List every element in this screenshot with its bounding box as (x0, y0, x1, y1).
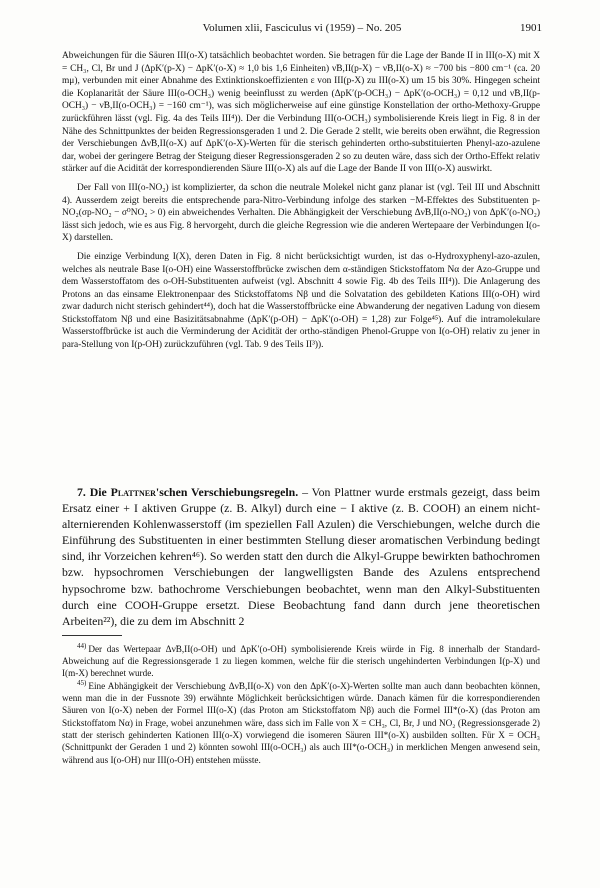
footnote-44: $^{44)}$ Der das Wertepaar Δν̃B,II(o-OH) und ΔpK′(o-OH) symbolisierende Kreis würde in Fig. 8 innerhalb der Standard-Abweichung auf die Regressionsgerade 1 zu liegen kommen, welche für die sterisch ungehinderten Verbindungen I(p-X) und I(m-X) berechnet wurde. (62, 641, 540, 679)
section-heading: 7. Die Plattner'schen Verschiebungsregeln. (77, 485, 299, 499)
paragraph-nitro-case: Der Fall von III(o-NO₂) ist komplizierter, da schon die neutrale Molekel nicht ganz planar ist (vgl. Teil III und Abschnitt 4). Ausserdem zeigt bereits die entsprechende para-Nitro-Verbindung infolge des starken −M-Effektes des Substituenten p-NO₂(σp-NO₂ − σ⁰NO₂ > 0) ein abweichendes Verhalten. Die Abhängigkeit der Verschiebung Δν̃B,II(o-NO₂) von ΔpK′(o-NO₂) lässt sich jedoch, wie es aus Fig. 8 hervorgeht, durch die gleiche Regression wie die anderen Wertepaare der Verbindungen I(o-X) darstellen. (62, 182, 540, 244)
journal-volume-header: Volumen xlii, Fasciculus vi (1959) – No. 205 (202, 22, 402, 34)
section-7-block (62, 478, 540, 766)
running-header (62, 22, 542, 38)
paragraph-hydroxy-case: Die einzige Verbindung I(X), deren Daten in Fig. 8 nicht berücksichtigt wurden, ist das o-Hydroxyphenyl-azo-azulen, welches als neutrale Base I(o-OH) eine Wasserstoffbrücke zwischen dem α-ständigen Stickstoffatom Nα der Azo-Gruppe und dem Wasserstoffatom des o-OH-Substituenten aufweist (vgl. Abschnitt 4 sowie Fig. 4b des Teils III⁴)). Die Anlagerung des Protons an das einsame Elektronenpaar des Stickstoffatoms Nβ und die Solvatation des gebildeten Kations III(o-OH) wird zwar dadurch nicht sterisch gehindert⁴⁴), doch hat die Wasserstoffbrücke eine Abwanderung der negativen Ladung von diesem Stickstoffatom Nβ und eine Basizitätsabnahme (ΔpK′(p-OH) − ΔpK′(o-OH) = 1,28) zur Folge⁴⁵). Auf die intramolekulare Wasserstoffbrücke ist auch die Verminderung der Acidität der ortho-ständigen Phenol-Gruppe von I(o-OH) relativ zu jener in para-Stellung von I(p-OH) zurückzuführen (vgl. Tab. 9 des Teils II³)). (62, 251, 540, 351)
section-7-text: – Von Plattner wurde erstmals gezeigt, dass beim Ersatz einer + I aktiven Gruppe (z. B. Alkyl) durch eine − I aktive (z. B. COOH) an einem nicht-alternierenden Kohlenwasserstoff (im speziellen Fall Azulen) die Verschiebungen, welche durch die Einführung des Substituenten in einer bestimmten Stellung dieser aromatischen Verbindung bedingt sind, ihr Vorzeichen kehren⁴⁶). So werden statt den durch die Alkyl-Gruppe bewirkten bathochromen bzw. hypsochromen Verschiebungen der langwelligsten Bande des Azulens entsprechend hypsochrome bzw. bathochrome Verschiebungen beobachtet, wenn man den Alkyl-Substituenten durch eine COOH-Gruppe ersetzt. Diese Beobachtung fand dann durch jene theoretischen Arbeiten²²), die zu dem im Abschnitt 2 (62, 485, 540, 628)
paragraph-ortho-deviations: Abweichungen für die Säuren III(o-X) tatsächlich beobachtet worden. Sie betragen für die Lage der Bande II in III(o-X) mit X = CH₃, Cl, Br und J (ΔpK′(p-X) − ΔpK′(o-X) ≈ 1,0 bis 1,6 Einheiten) ν̃B,II(p-X) − ν̃B,II(o-X) ≈ −700 bis −800 cm⁻¹ (ca. 20 mμ), verbunden mit einer Abnahme des Extinktionskoeffizienten ε von III(p-X) zu III(o-X) um 15 bis 30%. Hingegen scheint die Koplanarität der Säure III(o-OCH₃) wenig beeinflusst zu werden (ΔpK′(p-OCH₃) − ΔpK′(o-OCH₃) = 0,12 und ν̃B,II(p-OCH₃) − ν̃B,II(o-OCH₃) = −160 cm⁻¹), was sich möglicherweise auf eine günstige Konstellation der ortho-Methoxy-Gruppe zurückführen lässt (vgl. Fig. 4a des Teils III⁴)). Der die Verbindung III(o-OCH₃) symbolisierende Kreis liegt in Fig. 8 in der Nähe des Schnittpunktes der beiden Regressionsgeraden 1 und 2. Die Gerade 2 stellt, wie bereits oben erwähnt, die Regression der Verschiebungen Δν̃B,II(o-X) auf ΔpK′(o-X)-Werten für die sterisch gehinderten ortho-substituierten Phenyl-azo-azulene dar, wobei der geringere Betrag der Steigung dieser Regressionsgeraden 2 so zu deuten wäre, dass sich der Ortho-Effekt relativ stärker auf die Acidität der korrespondierenden Säure III(o-X) als auf die Lage der Bande II von III(o-X) auswirkt. (62, 51, 540, 175)
footnote-45: $^{45)}$ Eine Abhängigkeit der Verschiebung Δν̃B,II(o-X) von den ΔpK′(o-X)-Werten sollte man auch dann beobachten können, wenn man die in der Fussnote 39) erwähnte Möglichkeit berücksichtigen würde. Danach kämen für die korrespondierenden Säuren von I(o-X) neben der Formel III(o-X) (das Proton am Stickstoffatom Nβ) auch die Formel III*(o-X) (das Proton am Stickstoffatom Nα) in Frage, wobei anzunehmen wäre, dass sich im Falle von X = CH₃, Cl, Br, J und NO₂ (Regressionsgerade 2) statt der sterisch gehinderten Kationen III(o-X) vorwiegend die isomeren Säuren III*(o-X) ausbilden sollten. Für X = OCH₃ (Schnittpunkt der Geraden 1 und 2) könnten sowohl III(o-OCH₃) als auch III*(o-OCH₃) in merklichen Mengen anwesend sein, während aus I(o-OH) nur III(o-OH) entstehen müsste. (62, 678, 540, 765)
section-7-paragraph (62, 484, 540, 629)
footnote-divider (62, 635, 122, 636)
small-text-block (62, 50, 540, 352)
page-number: 1901 (520, 22, 542, 34)
